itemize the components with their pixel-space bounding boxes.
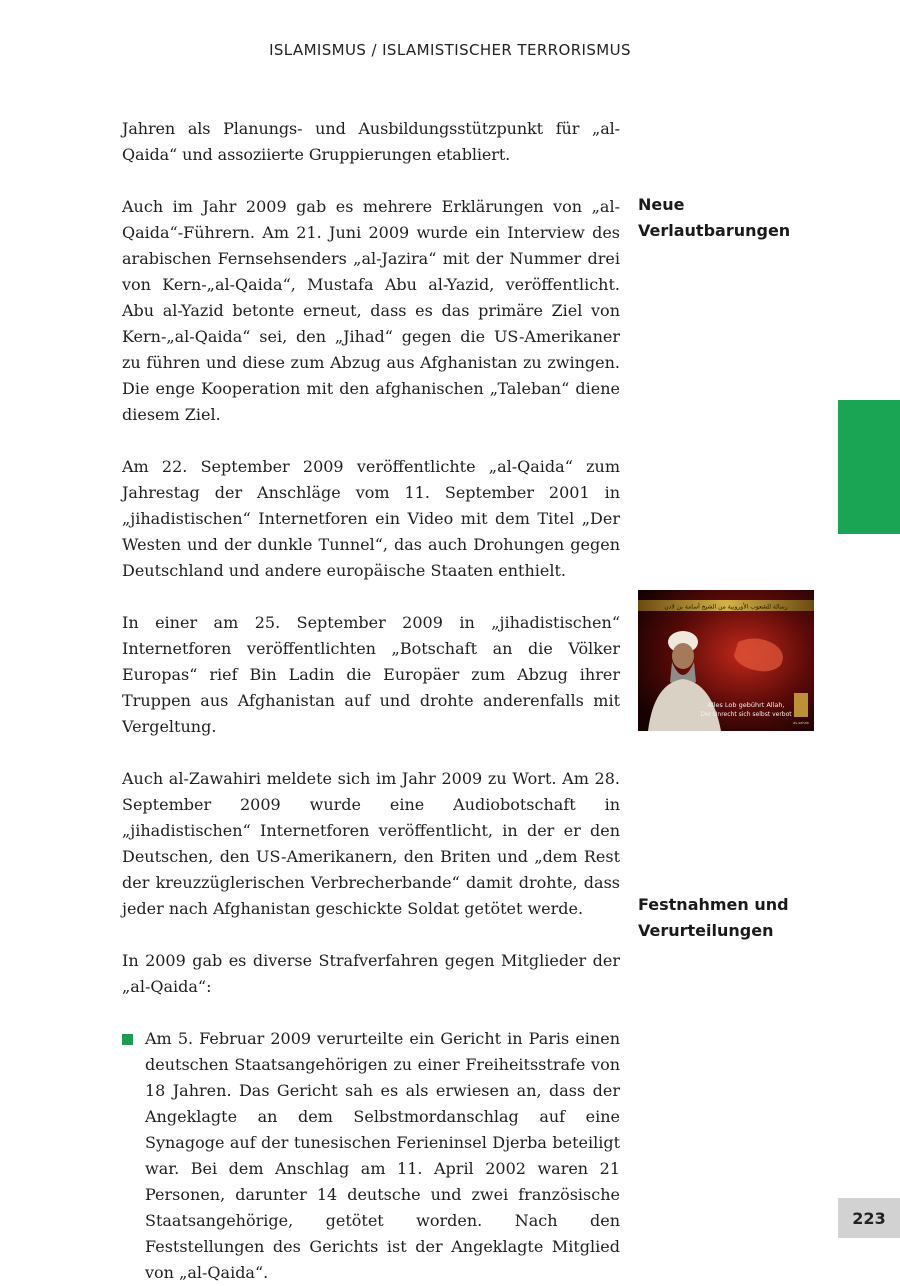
video-caption-line: Alles Lob gebührt Allah,	[707, 701, 785, 709]
bullet-list	[122, 1026, 620, 1286]
face-shape	[672, 643, 694, 669]
paragraph: Am 22. September 2009 veröffentlichte „al-Qaida“ zum Jahrestag der Anschläge vom 11. September 2001 in „jihadistischen“ Internetforen ein Video mit dem Titel „Der Westen und der dunkle Tunnel“, das auch Drohungen gegen Deutschland und andere europäische Staaten enthielt.	[122, 457, 620, 580]
margin-heading-line: Verlautbarungen	[638, 221, 791, 240]
video-still-graphic	[638, 590, 814, 731]
bullet-square-icon	[122, 1034, 133, 1045]
video-still-image	[638, 590, 814, 731]
video-logo-text: as-sahab	[793, 721, 809, 725]
paragraph: Auch im Jahr 2009 gab es mehrere Erklärungen von „al-Qaida“-Führern. Am 21. Juni 2009 wurde ein Interview des arabischen Fernsehsenders „al-Jazira“ mit der Nummer drei von Kern-„al-Qaida“, Mustafa Abu al-Yazid, veröffentlicht. Abu al-Yazid betonte erneut, dass es das primäre Ziel von Kern-„al-Qaida“ sei, den „Jihad“ gegen die US-Amerikaner zu führen und diese zum Abzug aus Afghanistan zu zwingen. Die enge Kooperation mit den afghanischen „Taleban“ diene diesem Ziel.	[122, 197, 620, 424]
running-head: ISLAMISMUS / ISLAMISTISCHER TERRORISMUS	[269, 41, 631, 59]
margin-heading-festnahmen	[638, 892, 838, 944]
main-text-column	[122, 116, 620, 1286]
video-caption-line: Der Unrecht sich selbst verbot	[700, 711, 792, 718]
margin-heading-line: Neue	[638, 195, 685, 214]
chapter-tab	[838, 400, 900, 534]
paragraph: Jahren als Planungs- und Ausbildungsstützpunkt für „al-Qaida“ und assoziierte Gruppierungen etabliert.	[122, 119, 620, 164]
paragraph: In einer am 25. September 2009 in „jihadistischen“ Internetforen veröffentlichten „Botschaft an die Völker Europas“ rief Bin Ladin die Europäer zum Abzug ihrer Truppen aus Afghanistan auf und drohte anderenfalls mit Vergeltung.	[122, 613, 620, 736]
page-number: 223	[838, 1198, 900, 1238]
video-banner-text: رسالة للشعوب الأوروبية من الشيخ أسامة بن لادن	[664, 603, 788, 611]
margin-heading-line: Verurteilungen	[638, 921, 774, 940]
paragraph: Auch al-Zawahiri meldete sich im Jahr 2009 zu Wort. Am 28. September 2009 wurde eine Audiobotschaft in „jihadistischen“ Internetforen veröffentlicht, in der er den Deutschen, den US-Amerikanern, den Briten und „dem Rest der kreuzzüglerischen Verbrecherbande“ damit drohte, dass jeder nach Afghanistan geschickte Soldat getötet werde.	[122, 769, 620, 918]
margin-heading-neue-verlautbarungen	[638, 192, 838, 244]
list-item	[122, 1026, 620, 1286]
list-item-text: Am 5. Februar 2009 verurteilte ein Gericht in Paris einen deutschen Staatsangehörigen zu einer Freiheitsstrafe von 18 Jahren. Das Gericht sah es als erwiesen an, dass der Angeklagte an dem Selbstmordanschlag auf eine Synagoge auf der tunesischen Ferieninsel Djerba beteiligt war. Bei dem Anschlag am 11. April 2002 waren 21 Personen, darunter 14 deutsche und zwei französische Staatsangehörige, getötet worden. Nach den Feststellungen des Gerichts ist der Angeklagte Mitglied von „al-Qaida“.	[145, 1029, 620, 1282]
margin-heading-line: Festnahmen und	[638, 895, 789, 914]
paragraph: In 2009 gab es diverse Strafverfahren gegen Mitglieder der „al-Qaida“:	[122, 951, 620, 996]
video-logo	[794, 693, 808, 717]
